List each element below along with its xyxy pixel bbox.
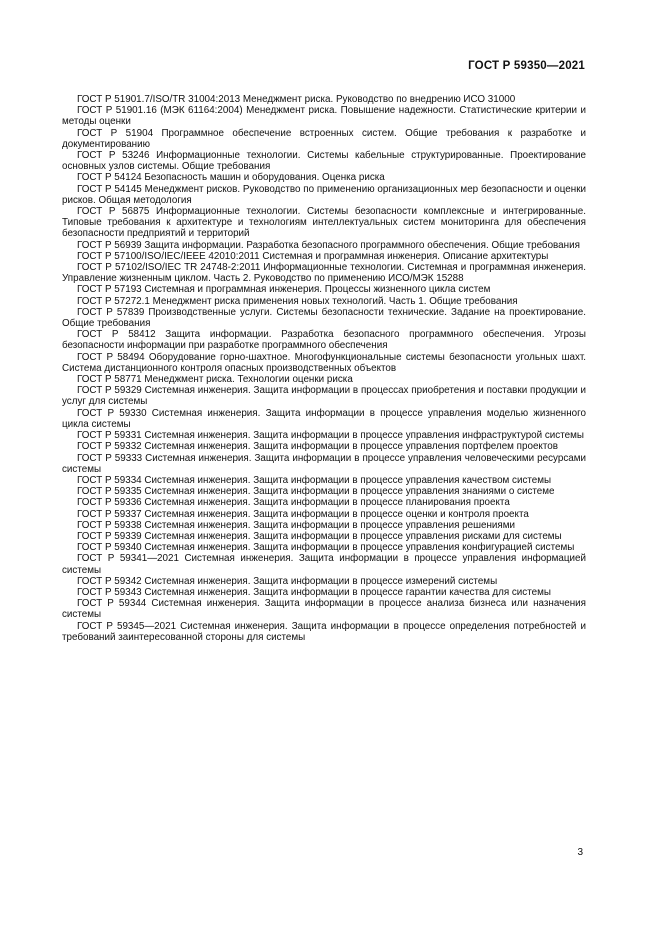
reference-entry: ГОСТ Р 59340 Системная инженерия. Защита информации в процессе управления конфигурацией системы bbox=[77, 542, 575, 554]
reference-entry: ГОСТ Р 59329 Системная инженерия. Защита информации в процессах приобретения и поставки продукции и услуг для системы bbox=[62, 385, 586, 408]
reference-entry: ГОСТ Р 59341—2021 Системная инженерия. Защита информации в процессе управления информацией системы bbox=[62, 553, 586, 576]
normative-references bbox=[62, 94, 586, 643]
reference-entry: ГОСТ Р 59336 Системная инженерия. Защита информации в процессе планирования проекта bbox=[77, 497, 510, 509]
reference-entry: ГОСТ Р 51901.7/ISO/TR 31004:2013 Менеджмент риска. Руководство по внедрению ИСО 31000 bbox=[77, 94, 516, 105]
reference-entry: ГОСТ Р 59335 Системная инженерия. Защита информации в процессе управления знаниями о системе bbox=[77, 486, 555, 498]
reference-entry: ГОСТ Р 56875 Информационные технологии. Системы безопасности комплексные и интегрированные. Типовые требования к архитектуре и технологиям интеллектуальных систем мониторинга для обеспечения безопасности предприятий и территорий bbox=[62, 206, 586, 240]
reference-entry: ГОСТ Р 57839 Производственные услуги. Системы безопасности технические. Задание на проектирование. Общие требования bbox=[62, 306, 586, 330]
reference-entry: ГОСТ Р 59331 Системная инженерия. Защита информации в процессе управления инфраструктурой системы bbox=[77, 430, 584, 442]
reference-entry: ГОСТ Р 59342 Системная инженерия. Защита информации в процессе измерений системы bbox=[77, 575, 498, 587]
document-header: ГОСТ Р 59350—2021 bbox=[468, 60, 585, 72]
reference-entry: ГОСТ Р 59337 Системная инженерия. Защита информации в процессе оценки и контроля проекта bbox=[77, 508, 529, 520]
reference-entry: ГОСТ Р 59334 Системная инженерия. Защита информации в процессе управления качеством системы bbox=[77, 474, 552, 486]
reference-entry: ГОСТ Р 58412 Защита информации. Разработка безопасного программного обеспечения. Угрозы безопасности информации при разработке программного обеспечения bbox=[62, 329, 586, 352]
reference-entry: ГОСТ Р 59332 Системная инженерия. Защита информации в процессе управления портфелем проектов bbox=[77, 441, 558, 453]
reference-entry: ГОСТ Р 59330 Системная инженерия. Защита информации в процессе управления моделью жизненного цикла системы bbox=[62, 407, 586, 430]
reference-entry: ГОСТ Р 59344 Системная инженерия. Защита информации в процессе анализа бизнеса или назначения системы bbox=[62, 598, 586, 621]
reference-entry: ГОСТ Р 51901.16 (МЭК 61164:2004) Менеджмент риска. Повышение надежности. Статистические критерии и методы оценки bbox=[62, 105, 586, 128]
reference-entry: ГОСТ Р 59345—2021 Системная инженерия. Защита информации в процессе определения потребностей и требований заинтересованной стороны для системы bbox=[62, 620, 586, 643]
reference-entry: ГОСТ Р 57100/ISO/IEC/IEEE 42010:2011 Системная и программная инженерия. Описание архитектуры bbox=[77, 250, 549, 262]
reference-entry: ГОСТ Р 59338 Системная инженерия. Защита информации в процессе управления решениями bbox=[77, 519, 515, 531]
reference-entry: ГОСТ Р 57193 Системная и программная инженерия. Процессы жизненного цикла систем bbox=[77, 284, 491, 296]
reference-entry: ГОСТ Р 58771 Менеджмент риска. Технологии оценки риска bbox=[77, 374, 353, 386]
reference-entry: ГОСТ Р 57272.1 Менеджмент риска применения новых технологий. Часть 1. Общие требования bbox=[77, 295, 518, 307]
reference-entry: ГОСТ Р 54145 Менеджмент рисков. Руководство по применению организационных мер безопасности и оценки рисков. Общая методология bbox=[62, 183, 586, 206]
reference-entry: ГОСТ Р 53246 Информационные технологии. Системы кабельные структурированные. Проектирование основных узлов системы. Общие требования bbox=[62, 150, 586, 173]
reference-entry: ГОСТ Р 58494 Оборудование горно-шахтное. Многофункциональные системы безопасности угольных шахт. Система дистанционного контроля опасных производственных объектов bbox=[62, 351, 586, 374]
page-number: 3 bbox=[577, 847, 583, 858]
reference-entry: ГОСТ Р 59339 Системная инженерия. Защита информации в процессе управления рисками для системы bbox=[77, 530, 562, 542]
reference-entry: ГОСТ Р 59343 Системная инженерия. Защита информации в процессе гарантии качества для системы bbox=[77, 586, 551, 598]
reference-entry: ГОСТ Р 51904 Программное обеспечение встроенных систем. Общие требования к разработке и документированию bbox=[62, 127, 586, 150]
reference-entry: ГОСТ Р 56939 Защита информации. Разработка безопасного программного обеспечения. Общие требования bbox=[77, 239, 580, 251]
reference-entry: ГОСТ Р 57102/ISO/IEC TR 24748-2:2011 Информационные технологии. Системная и программная инженерия. Управление жизненным циклом. Часть 2. Руководство по применению ИСО/МЭК 15288 bbox=[62, 262, 586, 285]
reference-entry: ГОСТ Р 54124 Безопасность машин и оборудования. Оценка риска bbox=[77, 172, 385, 184]
reference-entry: ГОСТ Р 59333 Системная инженерия. Защита информации в процессе управления человеческими ресурсами системы bbox=[62, 452, 586, 475]
